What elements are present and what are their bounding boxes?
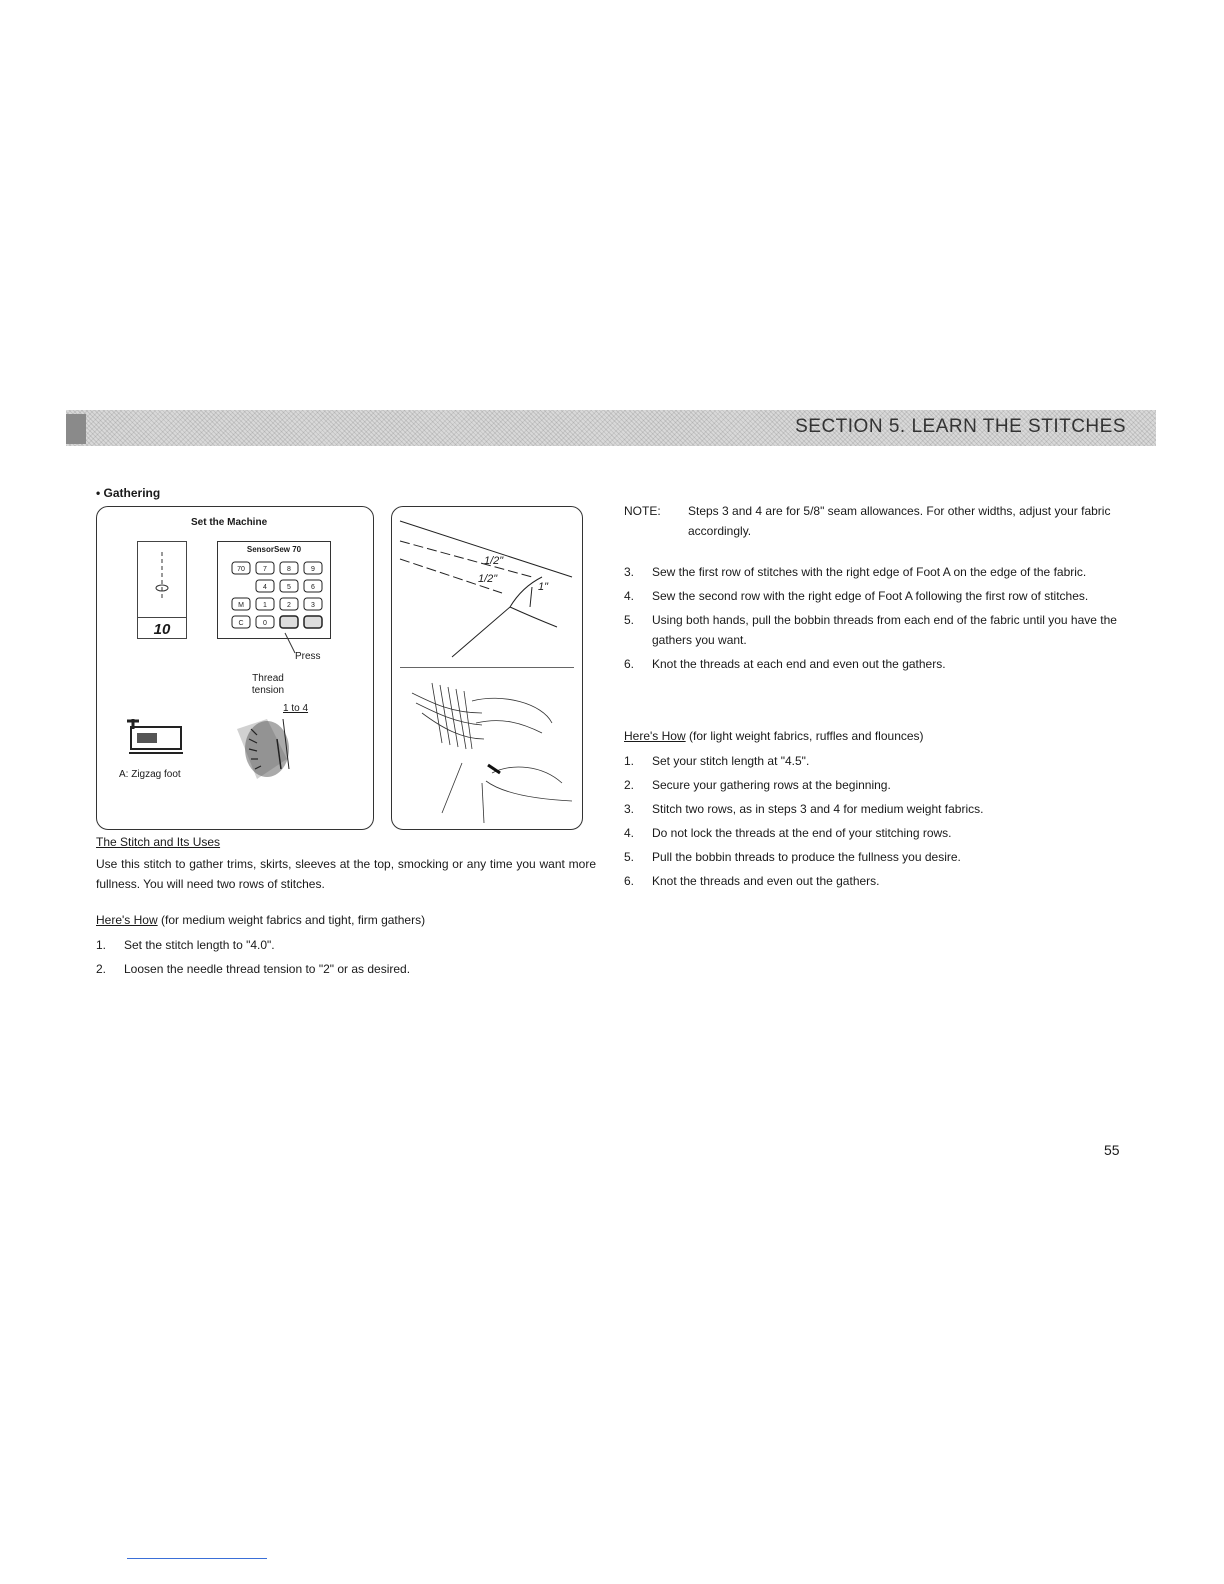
list-item: 5. Pull the bobbin threads to produce the fullness you desire. [624, 850, 961, 864]
right-step-list [624, 562, 1120, 674]
key-c: C [238, 620, 244, 627]
figure-divider [400, 667, 574, 668]
thread-tension-label: Thread tension [251, 673, 285, 696]
list-item: 2. Secure your gathering rows at the beginning. [624, 778, 891, 792]
left-step-list [96, 935, 596, 979]
seam-allowance-diagram [392, 507, 582, 667]
list-item: 6. Knot the threads at each end and even out the gathers. [624, 657, 946, 671]
stitch-lcd [137, 541, 187, 639]
key-0: 0 [263, 620, 267, 627]
footnote-rule [127, 1558, 267, 1559]
howto-light-note: (for light weight fabrics, ruffles and flounces) [688, 729, 924, 743]
howto-light-heading: Here's How [624, 729, 686, 743]
section-header-band [66, 410, 1156, 446]
key-2: 2 [287, 602, 291, 609]
howto-medium-note: (for medium weight fabrics and tight, firm gathers) [160, 913, 426, 927]
set-machine-label: Set the Machine [191, 517, 268, 528]
section-title: SECTION 5. LEARN THE STITCHES [795, 416, 1126, 437]
key-8: 8 [287, 566, 291, 573]
list-item: 4. Do not lock the threads at the end of your stitching rows. [624, 826, 952, 840]
gathering-diagram-figure [391, 506, 583, 830]
straight-stitch-icon [138, 542, 186, 612]
howto-medium-heading-row [96, 910, 425, 930]
list-item: 1. Set the stitch length to "4.0". [96, 938, 275, 952]
keypad-buttons [218, 558, 330, 638]
keypad [217, 541, 331, 639]
list-item: 1. Set your stitch length at "4.5". [624, 754, 810, 768]
list-item: 5. Using both hands, pull the bobbin threads from each end of the fabric until you have the gathers you want. [624, 613, 1117, 647]
foot-label: A: Zigzag foot [119, 769, 181, 780]
lcd-stitch-number: 10 [138, 617, 186, 642]
page-number: 55 [1104, 1142, 1120, 1158]
howto-light-heading-row [624, 726, 924, 746]
right-light-step-list [624, 751, 1120, 891]
stitch-heading: • Gathering [96, 486, 161, 500]
tension-range: 1 to 4 [283, 703, 309, 714]
uses-text: Use this stitch to gather trims, skirts, sleeves at the top, smocking or any time you want more fullness. You will need two rows of stitches. [96, 857, 596, 891]
brand-label: SensorSew 70 [246, 545, 302, 554]
zigzag-foot-icon [119, 717, 199, 767]
half-inch-label-2: 1/2" [478, 573, 498, 585]
key-1: 1 [263, 602, 267, 609]
key-4: 4 [263, 584, 267, 591]
note-text: Steps 3 and 4 are for 5/8" seam allowances. For other widths, adjust your fabric accordingly. [688, 504, 1111, 538]
machine-setup-figure [96, 506, 374, 830]
list-item: 3. Sew the first row of stitches with the right edge of Foot A on the edge of the fabric. [624, 565, 1087, 579]
list-item: 6. Knot the threads and even out the gathers. [624, 874, 880, 888]
note-label: NOTE: [624, 504, 661, 518]
key-6: 6 [311, 584, 315, 591]
howto-medium-heading: Here's How [96, 913, 158, 927]
key-m: M [238, 602, 244, 609]
uses-heading: The Stitch and Its Uses [96, 835, 221, 849]
list-item: 3. Stitch two rows, as in steps 3 and 4 for medium weight fabrics. [624, 802, 984, 816]
header-marker [66, 414, 86, 444]
key-3: 3 [311, 602, 315, 609]
key-5: 5 [287, 584, 291, 591]
press-label: Press [295, 651, 321, 662]
key-9: 9 [311, 566, 315, 573]
list-item: 2. Loosen the needle thread tension to "2" or as desired. [96, 962, 411, 976]
one-inch-label: 1" [538, 581, 549, 593]
key-70: 70 [237, 566, 245, 573]
hands-pulling-threads-illustration [392, 673, 582, 823]
key-7: 7 [263, 566, 267, 573]
tension-dial-icon [227, 709, 327, 789]
list-item: 4. Sew the second row with the right edge of Foot A following the first row of stitches. [624, 589, 1089, 603]
half-inch-label-1: 1/2" [484, 555, 504, 567]
